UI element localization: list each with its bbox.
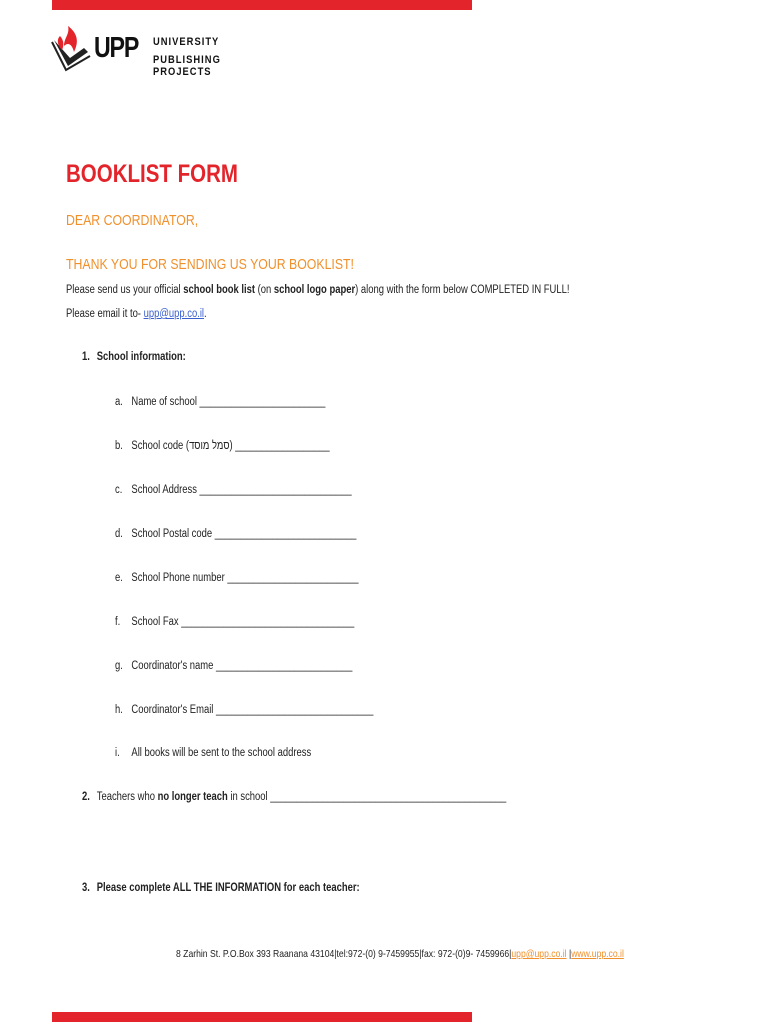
thank-you-line: THANK YOU FOR SENDING US YOUR BOOKLIST!	[66, 256, 354, 273]
upp-logo	[50, 22, 220, 78]
instructions: Please send us your official school book list (on school logo paper) along with the form below COMPLETED IN FULL!	[66, 284, 570, 296]
logo-brand: UPP	[94, 32, 139, 64]
email-instruction: Please email it to- upp@upp.co.il.	[66, 308, 207, 320]
note-books-sent: i. All books will be sent to the school address	[115, 747, 312, 759]
field-name-of-school[interactable]: a. Name of school ________________________	[115, 396, 326, 408]
field-school-address[interactable]: c. School Address _____________________________	[115, 484, 352, 496]
top-red-bar	[52, 0, 472, 10]
greeting: DEAR COORDINATOR,	[66, 212, 199, 229]
logo-line-university: UNIVERSITY	[153, 36, 220, 48]
section-3-heading: 3. Please complete ALL THE INFORMATION for each teacher:	[82, 882, 360, 894]
email-link[interactable]: upp@upp.co.il	[143, 308, 205, 320]
field-coordinator-name[interactable]: g. Coordinator's name __________________________	[115, 660, 353, 672]
field-school-code[interactable]: b. School code (סמל מוסד) __________________	[115, 440, 330, 452]
field-school-fax[interactable]: f. School Fax _________________________________	[115, 616, 355, 628]
book-flame-icon	[50, 22, 94, 78]
footer-email-link[interactable]: upp@upp.co.il	[511, 948, 567, 960]
field-school-phone[interactable]: e. School Phone number _________________________	[115, 572, 359, 584]
bottom-red-bar	[52, 1012, 472, 1022]
footer-website-link[interactable]: www.upp.co.il	[571, 948, 624, 960]
footer-contact: 8 Zarhin St. P.O.Box 393 Raanana 43104|tel:972-(0) 9-7459955|fax: 972-(0)9- 7459966|upp@upp.co.il |www.upp.co.il	[176, 948, 624, 960]
form-title: BOOKLIST FORM	[66, 160, 238, 188]
field-coordinator-email[interactable]: h. Coordinator's Email ______________________________	[115, 704, 374, 716]
logo-line-publishing: PUBLISHING PROJECTS	[153, 54, 221, 78]
section-1-heading: 1. School information:	[82, 351, 186, 363]
section-2-teachers-left[interactable]: 2. Teachers who no longer teach in school _____________________________________________	[82, 791, 507, 803]
field-school-postal-code[interactable]: d. School Postal code ___________________________	[115, 528, 357, 540]
